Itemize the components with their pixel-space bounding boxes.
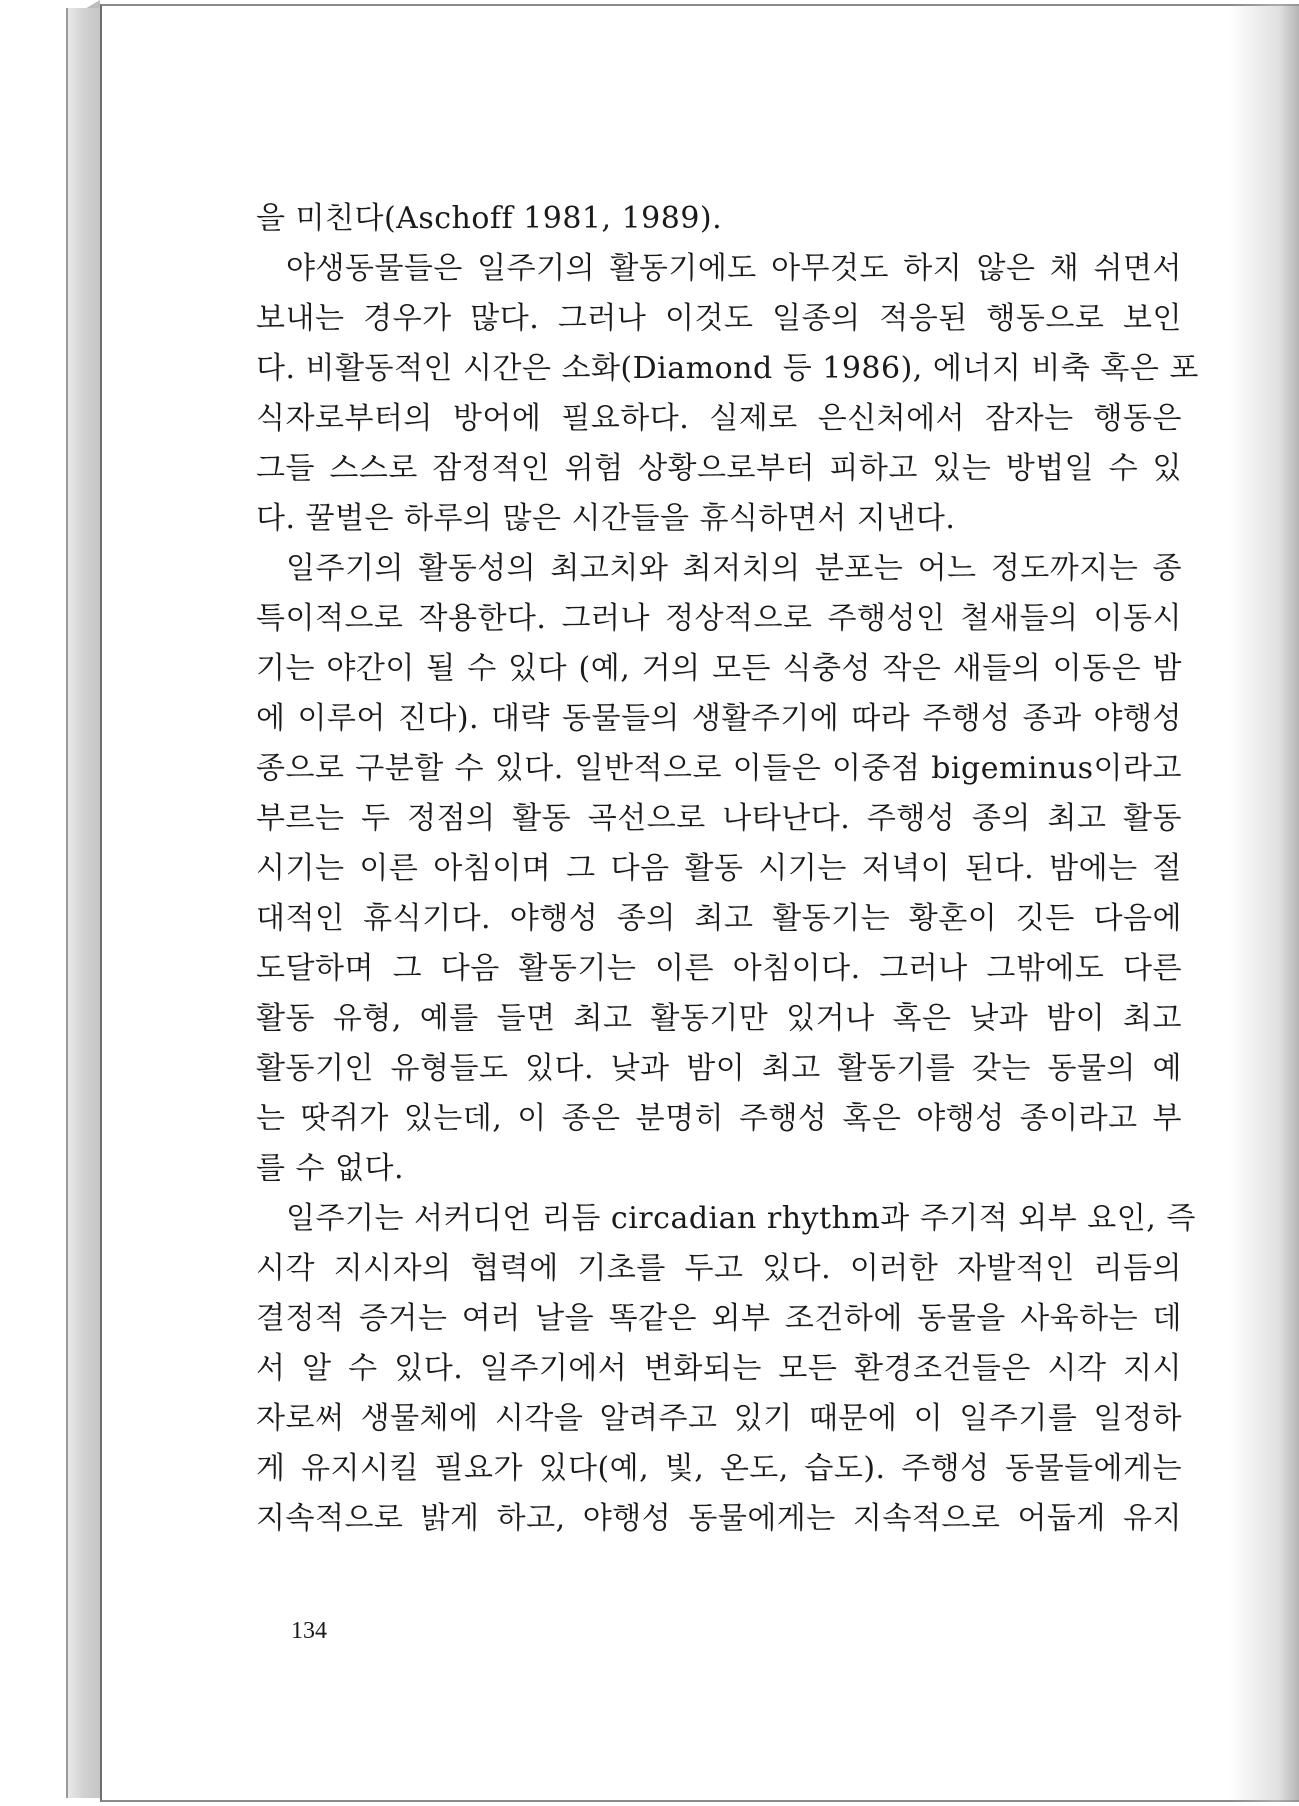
- text-line: 그들 스스로 잠정적인 위험 상황으로부터 피하고 있는 방법일 수 있: [256, 451, 1182, 486]
- text-line: 시기는 이른 아침이며 그 다음 활동 시기는 저녁이 된다. 밤에는 절: [256, 851, 1182, 886]
- text-line: 다. 꿀벌은 하루의 많은 시간들을 휴식하면서 지낸다.: [256, 501, 956, 536]
- text-line: 게 유지시킬 필요가 있다(예, 빛, 온도, 습도). 주행성 동물들에게는: [256, 1451, 1182, 1486]
- text-line: 야생동물들은 일주기의 활동기에도 아무것도 하지 않은 채 쉬면서: [286, 251, 1182, 286]
- text-line: 일주기의 활동성의 최고치와 최저치의 분포는 어느 정도까지는 종: [286, 551, 1182, 586]
- text-line: 도달하며 그 다음 활동기는 이른 아침이다. 그러나 그밖에도 다른: [256, 951, 1182, 986]
- text-line: 지속적으로 밝게 하고, 야행성 동물에게는 지속적으로 어둡게 유지: [256, 1501, 1182, 1536]
- body-text: [256, 194, 1199, 1544]
- text-line: 대적인 휴식기다. 야행성 종의 최고 활동기는 황혼이 깃든 다음에: [256, 901, 1182, 936]
- page-edge-shadow: [1229, 4, 1299, 1802]
- text-line: 활동기인 유형들도 있다. 낮과 밤이 최고 활동기를 갖는 동물의 예: [256, 1051, 1182, 1086]
- text-line: 활동 유형, 예를 들면 최고 활동기만 있거나 혹은 낮과 밤이 최고: [256, 1001, 1182, 1036]
- book-spine: [66, 8, 102, 1798]
- text-line: 보내는 경우가 많다. 그러나 이것도 일종의 적응된 행동으로 보인: [256, 301, 1182, 336]
- text-line: 서 알 수 있다. 일주기에서 변화되는 모든 환경조건들은 시각 지시: [256, 1351, 1182, 1386]
- text-line: 다. 비활동적인 시간은 소화(Diamond 등 1986), 에너지 비축 혹은 포: [256, 351, 1199, 386]
- text-line: 를 수 없다.: [256, 1151, 405, 1186]
- text-line: 는 땃쥐가 있는데, 이 종은 분명히 주행성 혹은 야행성 종이라고 부: [256, 1101, 1182, 1136]
- text-line: 부르는 두 정점의 활동 곡선으로 나타난다. 주행성 종의 최고 활동: [256, 801, 1182, 836]
- text-line: 을 미친다(Aschoff 1981, 1989).: [256, 201, 723, 236]
- text-line: 자로써 생물체에 시각을 알려주고 있기 때문에 이 일주기를 일정하: [256, 1401, 1182, 1436]
- text-line: 특이적으로 작용한다. 그러나 정상적으로 주행성인 철새들의 이동시: [256, 601, 1182, 636]
- page-number: 134: [291, 1618, 327, 1644]
- text-line: 기는 야간이 될 수 있다 (예, 거의 모든 식충성 작은 새들의 이동은 밤: [256, 651, 1182, 686]
- text-line: 식자로부터의 방어에 필요하다. 실제로 은신처에서 잠자는 행동은: [256, 401, 1182, 436]
- text-line: 종으로 구분할 수 있다. 일반적으로 이들은 이중점 bigeminus이라고: [256, 751, 1182, 786]
- text-line: 결정적 증거는 여러 날을 똑같은 외부 조건하에 동물을 사육하는 데: [256, 1301, 1182, 1336]
- text-line: 일주기는 서커디언 리듬 circadian rhythm과 주기적 외부 요인, 즉: [286, 1201, 1196, 1236]
- text-line: 에 이루어 진다). 대략 동물들의 생활주기에 따라 주행성 종과 야행성: [256, 701, 1182, 736]
- text-line: 시각 지시자의 협력에 기초를 두고 있다. 이러한 자발적인 리듬의: [256, 1251, 1182, 1286]
